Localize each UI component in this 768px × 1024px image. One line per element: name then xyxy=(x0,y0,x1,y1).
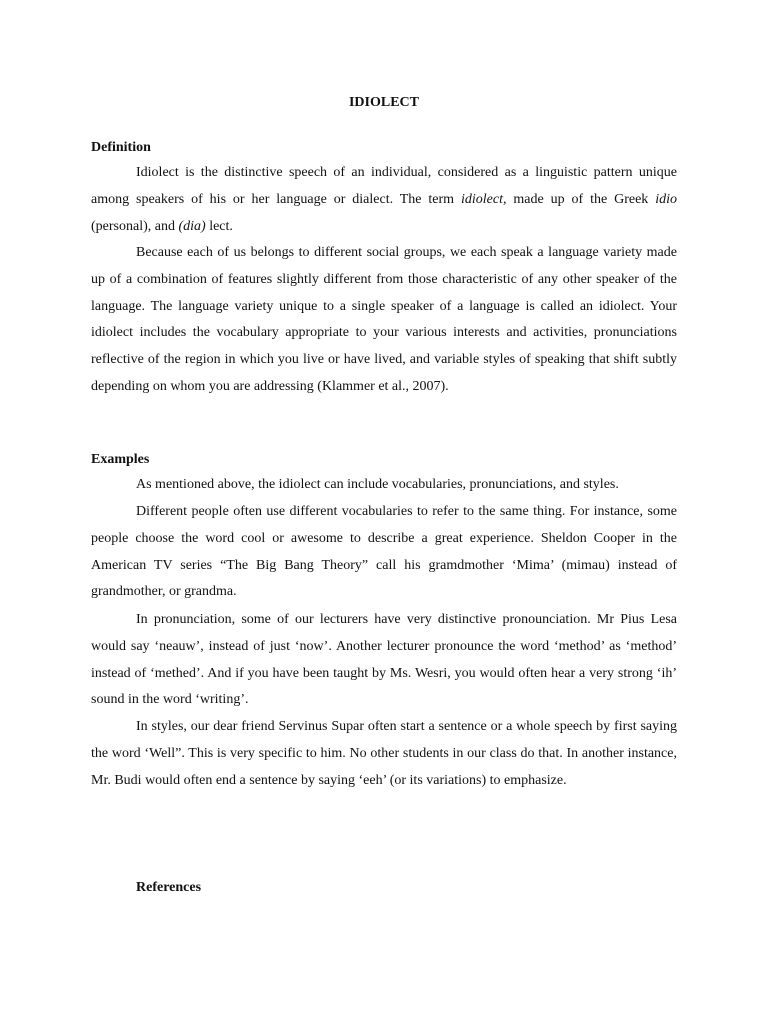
examples-heading: Examples xyxy=(91,452,150,467)
paragraph-text: lect. xyxy=(205,218,233,234)
italic-term: idio xyxy=(655,191,677,207)
italic-term: idiolect, xyxy=(460,191,507,207)
examples-paragraph-1: As mentioned above, the idiolect can include vocabularies, pronunciations, and styles. xyxy=(136,477,619,492)
italic-term: (dia) xyxy=(178,218,206,234)
document-title: IDIOLECT xyxy=(348,95,420,110)
definition-heading: Definition xyxy=(91,140,151,155)
paragraph-text: made up of the Greek xyxy=(506,191,656,207)
paragraph-text: Because each of us belongs to different social groups, we each speak a language variety made up of a combination of features slightly different from those characteristic of any other speaker of the language. The language variety unique to a single speaker of a language is called an idiolect. Your idiolect includes the vocabulary appropriate to your various interests and activities, pronunciations reflective of the region in which you live or have lived, and variable styles of speaking that shift subtly depending on whom you are addressing (Klammer et al., 2007). xyxy=(91,245,677,394)
definition-paragraph-1 xyxy=(91,160,677,240)
examples-paragraph-2: Different people often use different vocabularies to refer to the same thing. For instance, some people choose the word cool or awesome to describe a great experience. Sheldon Cooper in the American TV series “The Big Bang Theory” call his gramdmother ‘Mima’ (mimau) instead of grandmother, or grandma. xyxy=(91,504,677,600)
examples-paragraph-4: In styles, our dear friend Servinus Supar often start a sentence or a whole speech by first saying the word ‘Well”. This is very specific to him. No other students in our class do that. In another instance, Mr. Budi would often end a sentence by saying ‘eeh’ (or its variations) to emphasize. xyxy=(91,719,677,788)
paragraph-text: (personal), and xyxy=(91,218,179,234)
paragraph-text: Idiolect is the distinctive speech of an individual, considered as a linguistic pattern unique among speakers of his or her language or dialect. The term xyxy=(91,165,677,207)
examples-paragraph-3: In pronunciation, some of our lecturers have very distinctive pronounciation. Mr Pius Lesa would say ‘neauw’, instead of just ‘now’. Another lecturer pronounce the word ‘method’ as ‘method’ instead of ‘methed’. And if you have been taught by Ms. Wesri, you would often hear a very strong ‘ih’ sound in the word ‘writing’. xyxy=(91,612,677,708)
definition-paragraph-2 xyxy=(91,240,677,401)
references-heading: References xyxy=(136,880,202,895)
